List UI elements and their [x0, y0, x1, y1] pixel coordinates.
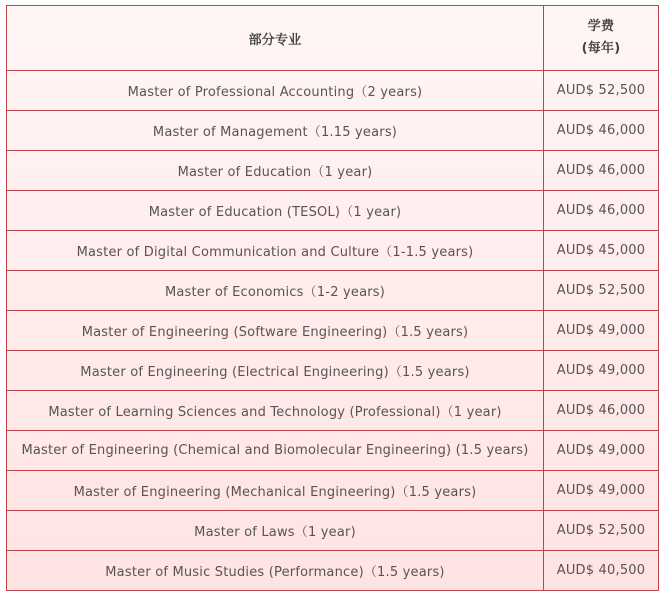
major-cell: Master of Learning Sciences and Technology (Professional)（1 year) — [7, 391, 544, 431]
header-major: 部分专业 — [7, 6, 544, 71]
major-cell: Master of Music Studies (Performance)（1.5 years) — [7, 551, 544, 591]
table-row — [7, 111, 659, 151]
fee-cell: AUD$ 49,000 — [544, 311, 659, 351]
major-cell: Master of Engineering (Software Engineering)（1.5 years) — [7, 311, 544, 351]
fee-cell: AUD$ 52,500 — [544, 271, 659, 311]
table-header-row — [7, 6, 659, 71]
major-cell: Master of Engineering (Mechanical Engineering)（1.5 years) — [7, 471, 544, 511]
major-cell: Master of Engineering (Chemical and Biomolecular Engineering) (1.5 years) — [7, 431, 544, 471]
fee-cell: AUD$ 46,000 — [544, 151, 659, 191]
table-row — [7, 151, 659, 191]
major-cell: Master of Education (TESOL)（1 year) — [7, 191, 544, 231]
tuition-table — [6, 5, 659, 591]
table-row — [7, 271, 659, 311]
fee-cell: AUD$ 40,500 — [544, 551, 659, 591]
table-row — [7, 431, 659, 471]
fee-cell: AUD$ 52,500 — [544, 511, 659, 551]
table-row — [7, 191, 659, 231]
major-cell: Master of Management（1.15 years) — [7, 111, 544, 151]
table-row — [7, 351, 659, 391]
table-row — [7, 511, 659, 551]
table-row — [7, 71, 659, 111]
major-cell: Master of Education（1 year) — [7, 151, 544, 191]
table-row — [7, 551, 659, 591]
major-cell: Master of Laws（1 year) — [7, 511, 544, 551]
table-row — [7, 231, 659, 271]
fee-cell: AUD$ 52,500 — [544, 71, 659, 111]
table-row — [7, 471, 659, 511]
fee-cell: AUD$ 45,000 — [544, 231, 659, 271]
header-fee — [544, 6, 659, 71]
major-cell: Master of Professional Accounting（2 years) — [7, 71, 544, 111]
fee-cell: AUD$ 49,000 — [544, 351, 659, 391]
fee-cell: AUD$ 49,000 — [544, 431, 659, 471]
fee-cell: AUD$ 46,000 — [544, 191, 659, 231]
fee-cell: AUD$ 46,000 — [544, 391, 659, 431]
major-cell: Master of Digital Communication and Culture（1-1.5 years) — [7, 231, 544, 271]
table-row — [7, 391, 659, 431]
major-cell: Master of Engineering (Electrical Engineering)（1.5 years) — [7, 351, 544, 391]
table-row — [7, 311, 659, 351]
header-fee-subtitle: (每年) — [581, 41, 621, 56]
fee-cell: AUD$ 46,000 — [544, 111, 659, 151]
fee-cell: AUD$ 49,000 — [544, 471, 659, 511]
header-fee-title: 学费 — [587, 19, 615, 34]
major-cell: Master of Economics（1-2 years) — [7, 271, 544, 311]
